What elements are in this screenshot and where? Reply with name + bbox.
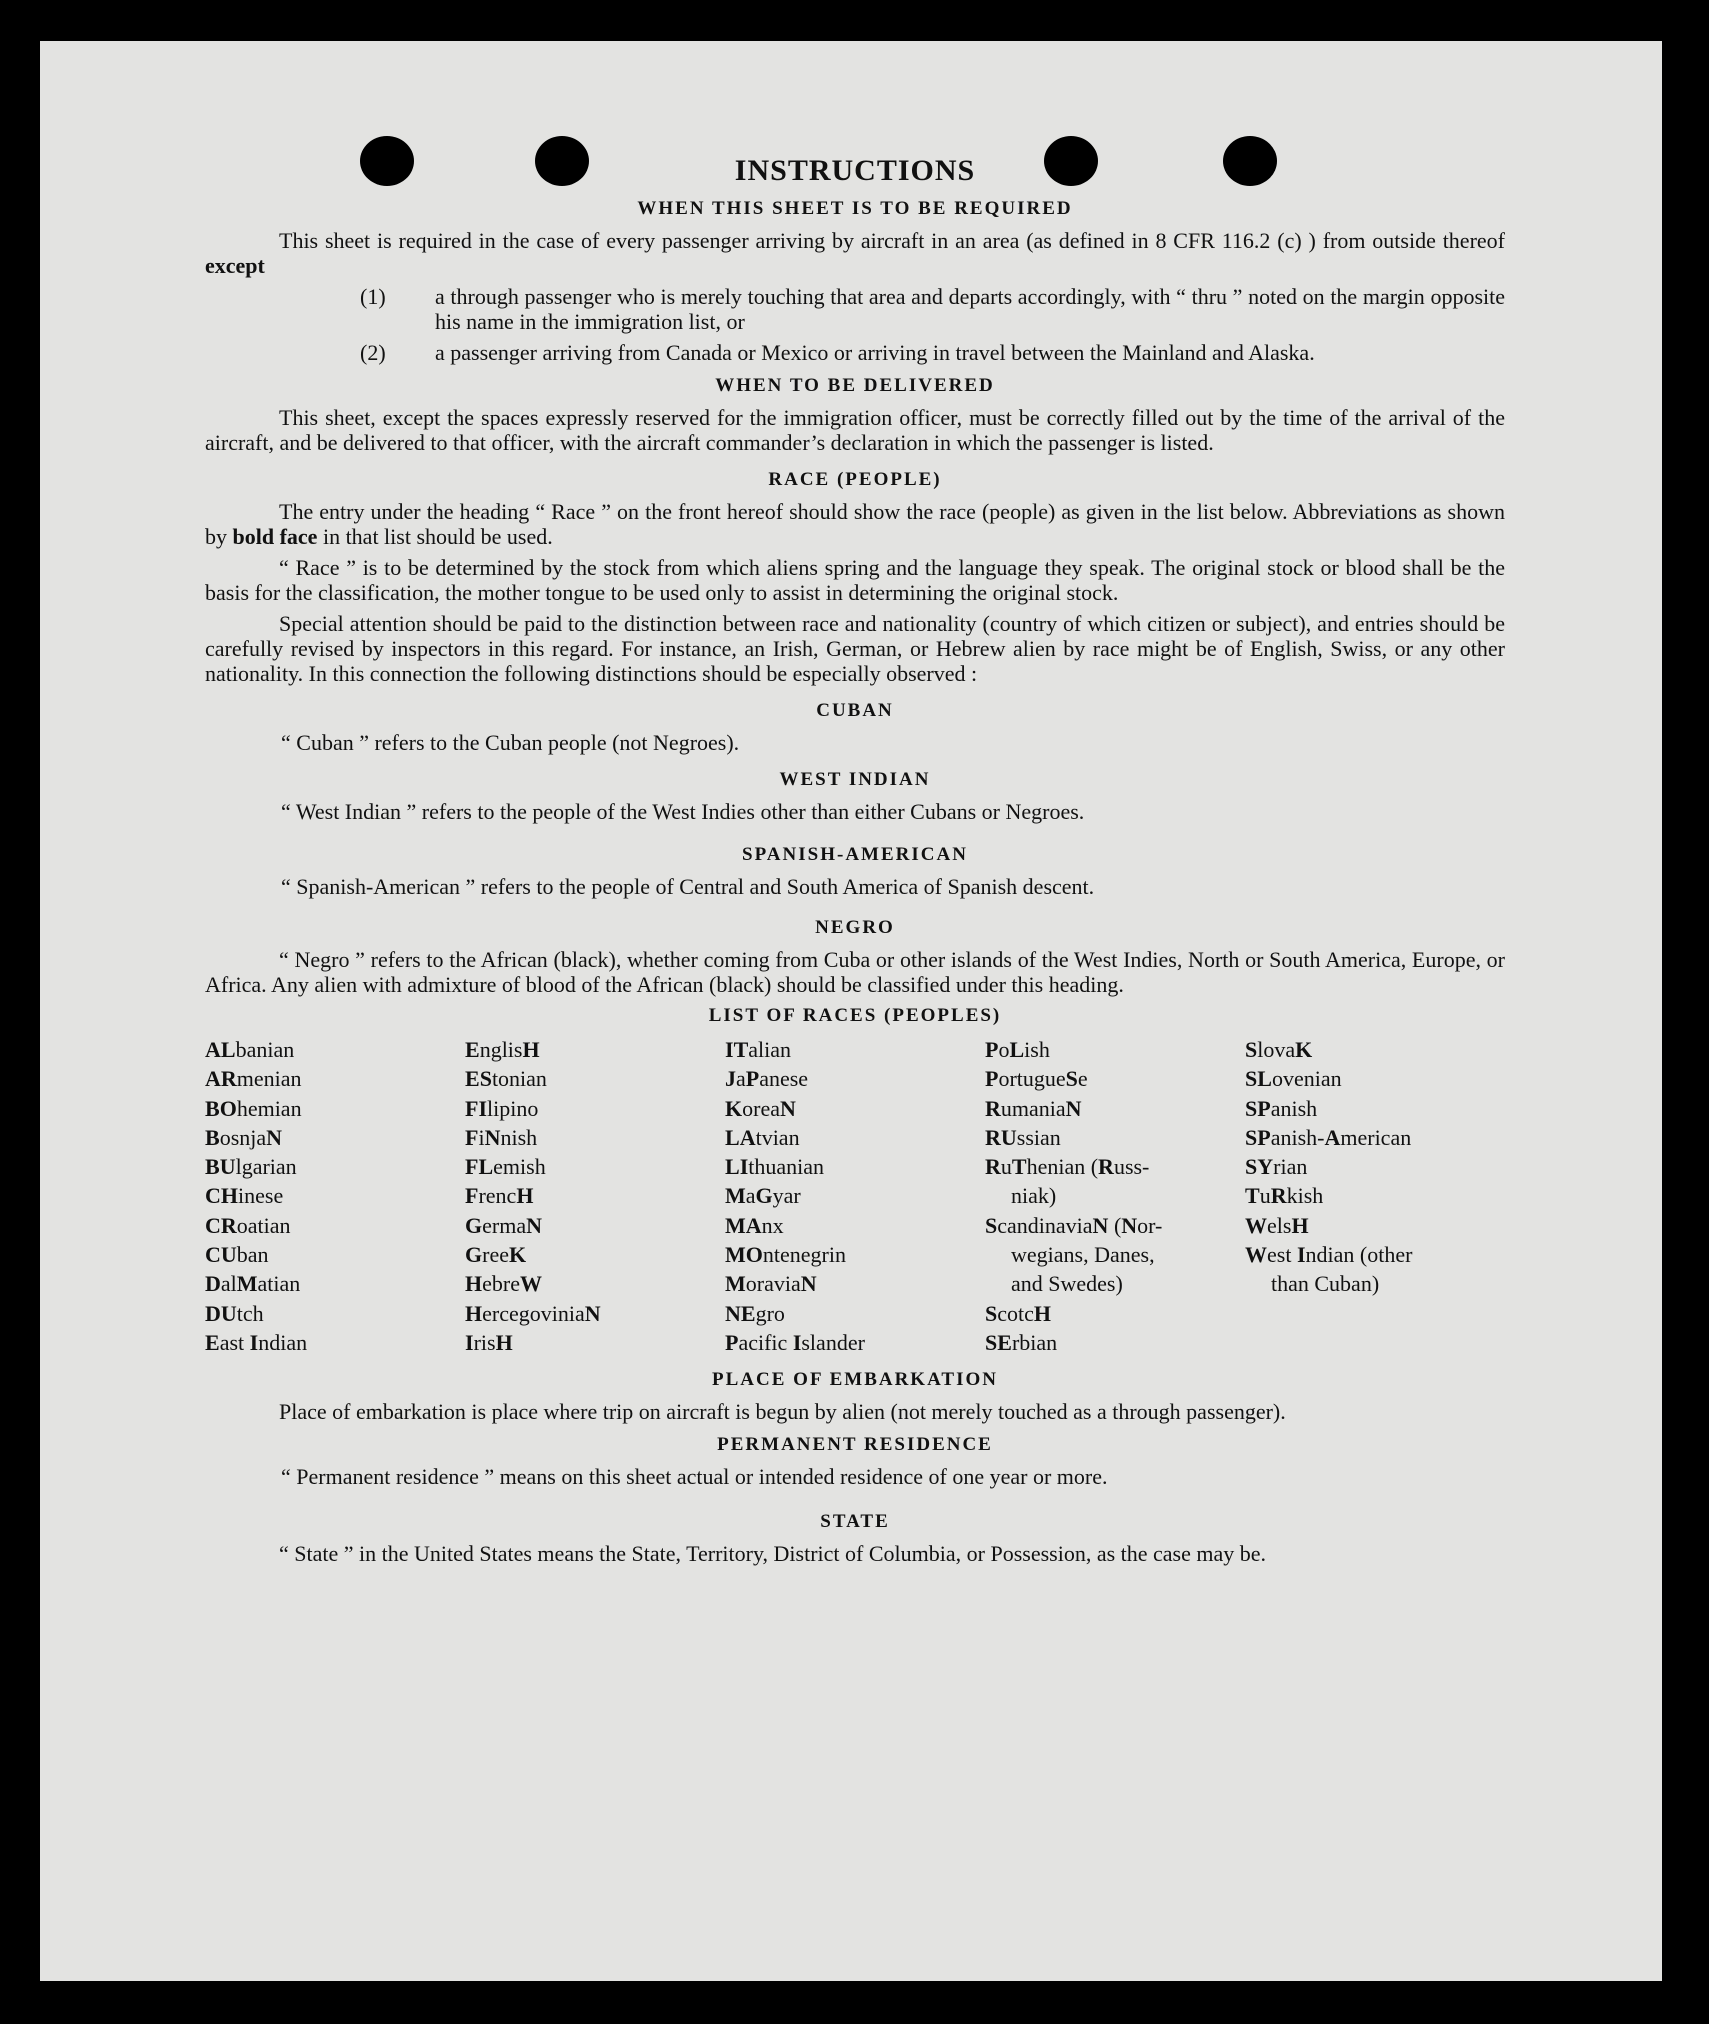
race-entry: ARmenian	[205, 1066, 302, 1092]
race-entry: FrencH	[465, 1183, 534, 1209]
races-column	[205, 1035, 465, 1357]
section-heading-embarkation: PLACE OF EMBARKATION	[712, 1369, 998, 1391]
race-entry: RuThenian (Russ-	[985, 1154, 1150, 1180]
race-entry: BUlgarian	[205, 1154, 297, 1180]
section-heading-cuban: CUBAN	[816, 700, 894, 721]
race-entry: CHinese	[205, 1183, 284, 1209]
exception-item-2: (2) a passenger arriving from Canada or Mexico or arriving in travel between the Mainland and Alaska.	[360, 340, 1315, 365]
list-of-races	[205, 1035, 1505, 1357]
section-heading-when-delivered: WHEN TO BE DELIVERED	[715, 375, 995, 396]
west-indian-text: “ West Indian ” refers to the people of the West Indies other than either Cubans or Negroes.	[281, 799, 1085, 824]
when-required-intro: This sheet is required in the case of every passenger arriving by aircraft in an area (as defined in 8 CFR 116.2 (c) ) from outside thereof except	[205, 228, 1505, 278]
race-entry: CUban	[205, 1242, 269, 1268]
section-heading-state: STATE	[820, 1511, 890, 1533]
section-heading-west-indian: WEST INDIAN	[779, 769, 931, 790]
race-entry: FLemish	[465, 1154, 546, 1180]
race-entry: GreeK	[465, 1242, 527, 1268]
race-entry-continuation: niak)	[1011, 1183, 1057, 1209]
section-heading-when-required: WHEN THIS SHEET IS TO BE REQUIRED	[637, 198, 1073, 219]
race-paragraph-1: The entry under the heading “ Race ” on the front hereof should show the race (people) as given in the list below. Abbreviations as shown by bold face in that list should be used.	[205, 499, 1505, 549]
race-entry-continuation: and Swedes)	[1011, 1271, 1123, 1297]
race-entry: HebreW	[465, 1271, 542, 1297]
race-entry: SErbian	[985, 1329, 1058, 1355]
race-entry: RumaniaN	[985, 1095, 1082, 1121]
negro-text: “ Negro ” refers to the African (black), whether coming from Cuba or other islands of the West Indies, North or South America, Europe, or Africa. Any alien with admixture of blood of the African (black) should be classified under this heading.	[205, 947, 1505, 997]
race-entry: East Indian	[205, 1329, 308, 1355]
residence-text: “ Permanent residence ” means on this sheet actual or intended residence of one year or more.	[281, 1464, 1108, 1490]
race-entry: SPanish-American	[1245, 1124, 1412, 1150]
race-entry: JaPanese	[725, 1066, 809, 1092]
race-entry-continuation: than Cuban)	[1271, 1271, 1380, 1297]
section-heading-spanish-american: SPANISH-AMERICAN	[742, 844, 968, 865]
state-text: “ State ” in the United States means the State, Territory, District of Columbia, or Possession, as the case may be.	[279, 1541, 1267, 1567]
when-delivered-text: This sheet, except the spaces expressly reserved for the immigration officer, must be correctly filled out by the time of the arrival of the aircraft, and be delivered to that officer, with the aircraft commander’s declaration in which the passenger is listed.	[205, 405, 1505, 455]
cuban-text: “ Cuban ” refers to the Cuban people (not Negroes).	[281, 730, 740, 755]
race-paragraph-3: Special attention should be paid to the distinction between race and nationality (country of which citizen or subject), and entries should be carefully revised by inspectors in this regard. For instance, an Irish, German, or Hebrew alien by race might be of English, Swiss, or any other nationality. In this connection the following distinctions should be especially observed :	[205, 611, 1505, 686]
section-heading-residence: PERMANENT RESIDENCE	[717, 1434, 993, 1456]
race-entry: KoreaN	[725, 1095, 796, 1121]
race-entry: ScandinaviaN (Nor-	[985, 1212, 1163, 1238]
instructions-content	[205, 150, 1505, 1572]
race-entry: IrisH	[465, 1329, 513, 1355]
race-paragraph-2: “ Race ” is to be determined by the stock from which aliens spring and the language they speak. The original stock or blood shall be the basis for the classification, the mother tongue to be used only to assist in determining the original stock.	[205, 555, 1505, 605]
race-entry: DUtch	[205, 1300, 264, 1326]
race-entry: ALbanian	[205, 1037, 295, 1062]
race-entry: SLovenian	[1245, 1066, 1342, 1092]
race-entry: PortugueSe	[985, 1066, 1088, 1092]
race-entry: BosnjaN	[205, 1124, 283, 1150]
race-entry: RUssian	[985, 1124, 1061, 1150]
race-entry: PoLish	[985, 1037, 1050, 1062]
spanish-american-text: “ Spanish-American ” refers to the people of Central and South America of Spanish descent.	[281, 874, 1095, 899]
race-entry: CRoatian	[205, 1212, 291, 1238]
race-entry: LAtvian	[725, 1124, 800, 1150]
exception-item-1: (1) a through passenger who is merely touching that area and departs accordingly, with “ thru ” noted on the margin opposite his name in the immigration list, or	[360, 284, 1505, 334]
race-entry: ScotcH	[985, 1300, 1052, 1326]
race-entry: NEgro	[725, 1300, 785, 1326]
race-entry: LIthuanian	[725, 1154, 825, 1180]
section-heading-negro: NEGRO	[815, 917, 895, 938]
race-entry: SYrian	[1245, 1154, 1308, 1180]
race-entry: FiNnish	[465, 1124, 538, 1150]
race-entry: BOhemian	[205, 1095, 302, 1121]
races-column	[725, 1035, 985, 1357]
races-column	[465, 1035, 725, 1357]
race-entry: MAnx	[725, 1212, 784, 1238]
race-entry: Pacific Islander	[725, 1329, 865, 1355]
race-entry: MoraviaN	[725, 1271, 817, 1297]
race-entry: EnglisH	[465, 1037, 540, 1062]
races-column	[1245, 1035, 1505, 1357]
race-entry: SlovaK	[1245, 1037, 1313, 1062]
races-column	[985, 1035, 1245, 1357]
race-entry: DalMatian	[205, 1271, 301, 1297]
race-entry: GermaN	[465, 1212, 542, 1238]
race-entry: HercegoviniaN	[465, 1300, 601, 1326]
race-entry-continuation: wegians, Danes,	[1011, 1242, 1155, 1268]
race-entry: MaGyar	[725, 1183, 801, 1209]
race-entry: EStonian	[465, 1066, 547, 1092]
section-heading-list-of-races: LIST OF RACES (PEOPLES)	[708, 1005, 1002, 1026]
race-entry: ITalian	[725, 1037, 792, 1062]
race-entry: WelsH	[1245, 1212, 1309, 1238]
embarkation-text: Place of embarkation is place where trip on aircraft is begun by alien (not merely touched as a through passenger).	[279, 1399, 1286, 1425]
section-heading-race: RACE (PEOPLE)	[768, 469, 942, 490]
race-entry: MOntenegrin	[725, 1242, 846, 1268]
page-title: INSTRUCTIONS	[734, 154, 976, 187]
race-entry: West Indian (other	[1245, 1242, 1413, 1268]
race-entry: TuRkish	[1245, 1183, 1324, 1209]
race-entry: FIlipino	[465, 1095, 539, 1121]
race-entry: SPanish	[1245, 1095, 1318, 1121]
